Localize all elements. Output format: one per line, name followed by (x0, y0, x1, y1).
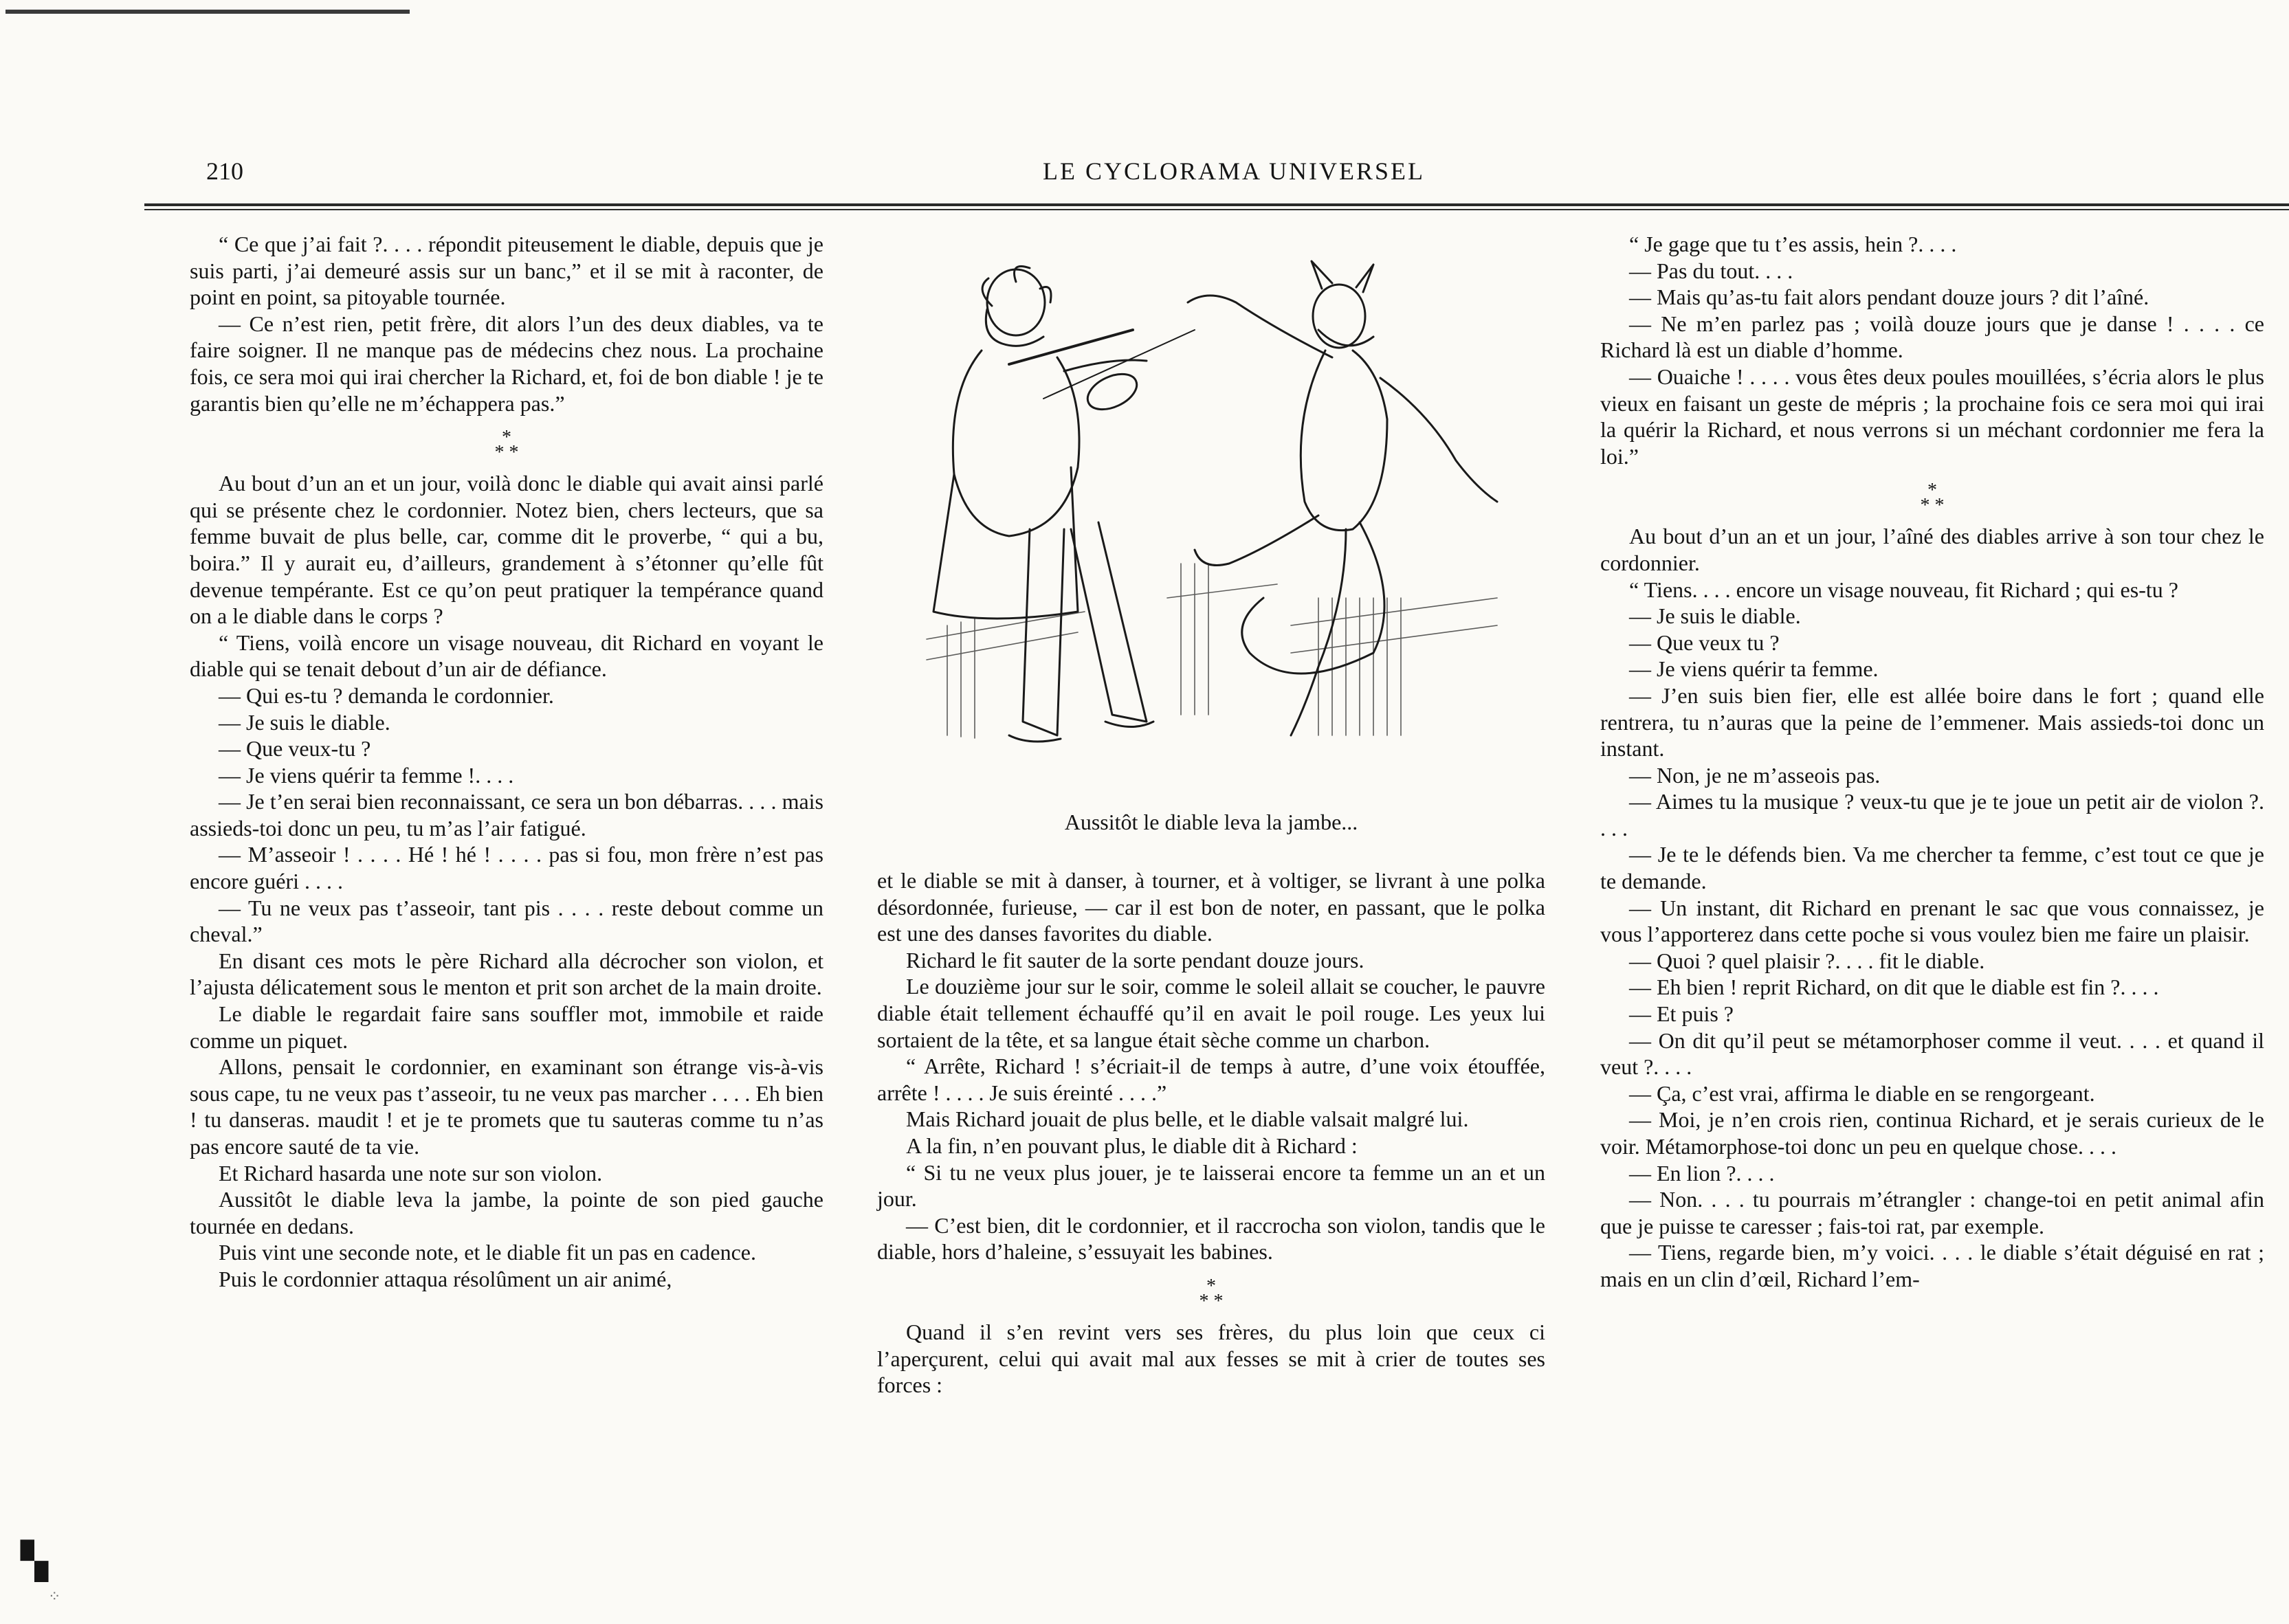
paragraph: — Je suis le diable. (219, 709, 390, 735)
paragraph: — Pas du tout. . . . (1629, 258, 1793, 283)
paragraph: — Et puis ? (1629, 1001, 1734, 1027)
paragraph: Au bout d’un an et un jour, l’aîné des diables arrive à son tour chez le cordonnier. (1600, 524, 2264, 575)
paragraph: — C’est bien, dit le cordonnier, et il raccrocha son violon, tandis que le diable, hors d’haleine, s’essuyait les babines. (877, 1212, 1545, 1265)
paragraph: — Un instant, dit Richard en prenant le sac que vous connaissez, je vous l’apporterez dans cette poche si vous voulez bien me faire un plaisir. (1600, 895, 2264, 947)
asterism-top: * (1206, 1275, 1216, 1297)
paragraph: “ Arrête, Richard ! s’écriait-il de temps à autre, d’une voix étouffée, arrête ! . . . . Je suis éreinté . . . .” (877, 1054, 1545, 1105)
paragraph: — Non. . . . tu pourrais m’étrangler : change-toi en petit animal afin que je puisse te caresser ; fais-toi rat, par exemple. (1600, 1187, 2264, 1238)
paragraph: — Ça, c’est vrai, affirma le diable en se rengorgeant. (1629, 1080, 2095, 1106)
paragraph: Puis le cordonnier attaqua résolûment un air animé, (219, 1266, 672, 1291)
middle-column (877, 867, 1545, 1399)
paragraph: — Que veux-tu ? (219, 736, 371, 761)
paragraph: Le douzième jour sur le soir, comme le soleil allait se coucher, le pauvre diable était tellement échauffé qu’il en avait le poil rouge. Les yeux lui sortaient de la tête, et sa langue était sèche comme un charbon. (877, 974, 1545, 1052)
paragraph: Et Richard hasarda une note sur son violon. (219, 1160, 603, 1186)
paragraph: “ Ce que j’ai fait ?. . . . répondit piteusement le diable, depuis que je suis parti, j’ai demeuré assis sur un banc,” et il se mit à raconter, de point en point, sa pitoyable tournée. (190, 232, 823, 310)
paragraph: et le diable se mit à danser, à tourner, et à voltiger, se livrant à une polka désordonnée, furieuse, — car il est bon de noter, en passant, que le polka est une des danses favorites du diable. (877, 868, 1545, 946)
paragraph: — J’en suis bien fier, elle est allée boire dans le fort ; quand elle rentrera, tu n’auras que la peine de l’emmener. Mais assieds-toi donc un instant. (1600, 682, 2264, 761)
paragraph: — Tiens, regarde bien, m’y voici. . . . le diable s’était déguisé en rat ; mais en un clin d’œil, Richard l’em- (1600, 1240, 2264, 1291)
paragraph: — Aimes tu la musique ? veux-tu que je te joue un petit air de violon ?. . . . (1600, 789, 2264, 841)
paragraph: — Tu ne veux pas t’asseoir, tant pis . . . . reste debout comme un cheval.” (190, 895, 823, 947)
paragraph: — En lion ?. . . . (1629, 1160, 1775, 1186)
paragraph: Aussitôt le diable leva la jambe, la pointe de son pied gauche tournée en dedans. (190, 1187, 823, 1238)
paragraph: — Non, je ne m’asseois pas. (1629, 762, 1881, 788)
paragraph: Richard le fit sauter de la sorte pendant douze jours. (906, 947, 1364, 972)
running-head: LE CYCLORAMA UNIVERSEL (1042, 157, 1425, 185)
paragraph: — Qui es-tu ? demanda le cordonnier. (219, 682, 554, 708)
paragraph: En disant ces mots le père Richard alla décrocher son violon, et l’ajusta délicatement sous le menton et prit son archet de la main droite. (190, 948, 823, 1000)
paragraph: Allons, pensait le cordonnier, en examinant son étrange vis-à-vis sous cape, tu ne veux pas t’asseoir, tu ne veux pas marcher . . . . Eh bien ! tu danseras. maudit ! et je te promets que tu sauteras comme tu n’as pas encore sauté de ta vie. (190, 1054, 823, 1159)
background-hatching (927, 564, 1497, 738)
paragraph: “ Je gage que tu t’es assis, hein ?. . . . (1629, 232, 1957, 256)
corner-scan-dots: ⁘ (48, 1588, 61, 1605)
page-header (206, 157, 2262, 198)
paragraph: — Je viens quérir ta femme. (1629, 656, 1879, 682)
paragraph: Mais Richard jouait de plus belle, et le diable valsait malgré lui. (906, 1106, 1469, 1132)
asterism-bottom: * * (1199, 1290, 1224, 1312)
paragraph: — Ouaiche ! . . . . vous êtes deux poules mouillées, s’écria alors le plus vieux en faisant un geste de mépris ; la prochaine fois ce sera moi qui irai la quérir la Richard, et nous verrons si un méchant cordonnier me fera la loi.” (1600, 364, 2264, 469)
paragraph: — Ce n’est rien, petit frère, dit alors l’un des deux diables, va te faire soigner. Il ne manque pas de médecins chez nous. La prochaine fois, ce sera moi qui irai chercher la Richard, et, foi de bon diable ! je te garantis bien qu’elle ne m’échappera pas.” (190, 311, 823, 416)
paragraph: “ Si tu ne veux plus jouer, je te laisserai encore ta femme un an et un jour. (877, 1159, 1545, 1212)
page-number: 210 (206, 157, 243, 185)
paragraph: Quand il s’en revint vers ses frères, du plus loin que ceux ci l’aperçurent, celui qui avait mal aux fesses se mit à crier de toutes ses forces : (877, 1319, 1545, 1398)
paragraph: — M’asseoir ! . . . . Hé ! hé ! . . . . pas si fou, mon frère n’est pas encore guéri . . . . (190, 842, 823, 894)
paragraph: — Je te le défends bien. Va me chercher ta femme, c’est tout ce que je te demande. (1600, 842, 2264, 894)
asterism-bottom: * * (494, 442, 519, 464)
paragraph: Puis vint une seconde note, et le diable fit un pas en cadence. (219, 1240, 756, 1265)
illustration (906, 241, 1538, 783)
paragraph: — On dit qu’il peut se métamorphoser comme il veut. . . . et quand il veut ?. . . . (1600, 1027, 2264, 1080)
paragraph: “ Tiens, voilà encore un visage nouveau, dit Richard en voyant le diable qui se tenait debout d’un air de défiance. (190, 630, 823, 682)
header-rule-thick (144, 203, 2289, 206)
asterism-divider (1600, 469, 2264, 523)
left-column (190, 231, 823, 1293)
paragraph: “ Tiens. . . . encore un visage nouveau, fit Richard ; qui es-tu ? (1629, 577, 2178, 602)
paragraph: Au bout d’un an et un jour, voilà donc le diable qui avait ainsi parlé qui se présente chez le cordonnier. Notez bien, chers lecteurs, que sa femme buvait de plus belle, car, comme dit le proverbe, “ qui a bu, boira.” Il y aurait eu, d’ailleurs, grandement à s’étonner qu’elle fût devenue tempérante. Est ce qu’on peut pratiquer la tempérance quand on a le diable dans le corps ? (190, 471, 823, 629)
paragraph: A la fin, n’en pouvant plus, le diable dit à Richard : (906, 1133, 1358, 1158)
top-edge-rule (5, 10, 410, 14)
paragraph: — Je suis le diable. (1629, 603, 1801, 629)
corner-scan-mark: ▚ (21, 1542, 48, 1581)
devil-figure (1188, 261, 1497, 735)
asterism-divider (190, 416, 823, 470)
paragraph: — Ne m’en parlez pas ; voilà douze jours que je danse ! . . . . ce Richard là est un diable d’homme. (1600, 311, 2264, 363)
paragraph: — Je viens quérir ta femme !. . . . (219, 762, 514, 788)
asterism-divider (877, 1265, 1545, 1319)
asterism-bottom: * * (1920, 495, 1945, 517)
paragraph: — Moi, je n’en crois rien, continua Richard, et je serais curieux de le voir. Métamorphose-toi donc un peu en quelque chose. . . . (1600, 1107, 2264, 1159)
illustration-caption: Aussitôt le diable leva la jambe... (1064, 810, 1358, 834)
paragraph: — Eh bien ! reprit Richard, on dit que le diable est fin ?. . . . (1629, 975, 2159, 1000)
paragraph: — Mais qu’as-tu fait alors pendant douze jours ? dit l’aîné. (1629, 285, 2149, 310)
paragraph: Le diable le regardait faire sans souffler mot, immobile et raide comme un piquet. (190, 1001, 823, 1053)
paragraph: — Quoi ? quel plaisir ?. . . . fit le diable. (1629, 948, 1985, 973)
header-rule-thin (144, 209, 2289, 210)
asterism-top: * (502, 427, 511, 449)
paragraph: — Que veux tu ? (1629, 630, 1780, 655)
asterism-top: * (1927, 480, 1937, 502)
paragraph: — Je t’en serai bien reconnaissant, ce sera un bon débarras. . . . mais assieds-toi donc un peu, tu m’as l’air fatigué. (190, 789, 823, 841)
right-column (1600, 231, 2264, 1293)
cobbler-figure (933, 267, 1195, 742)
